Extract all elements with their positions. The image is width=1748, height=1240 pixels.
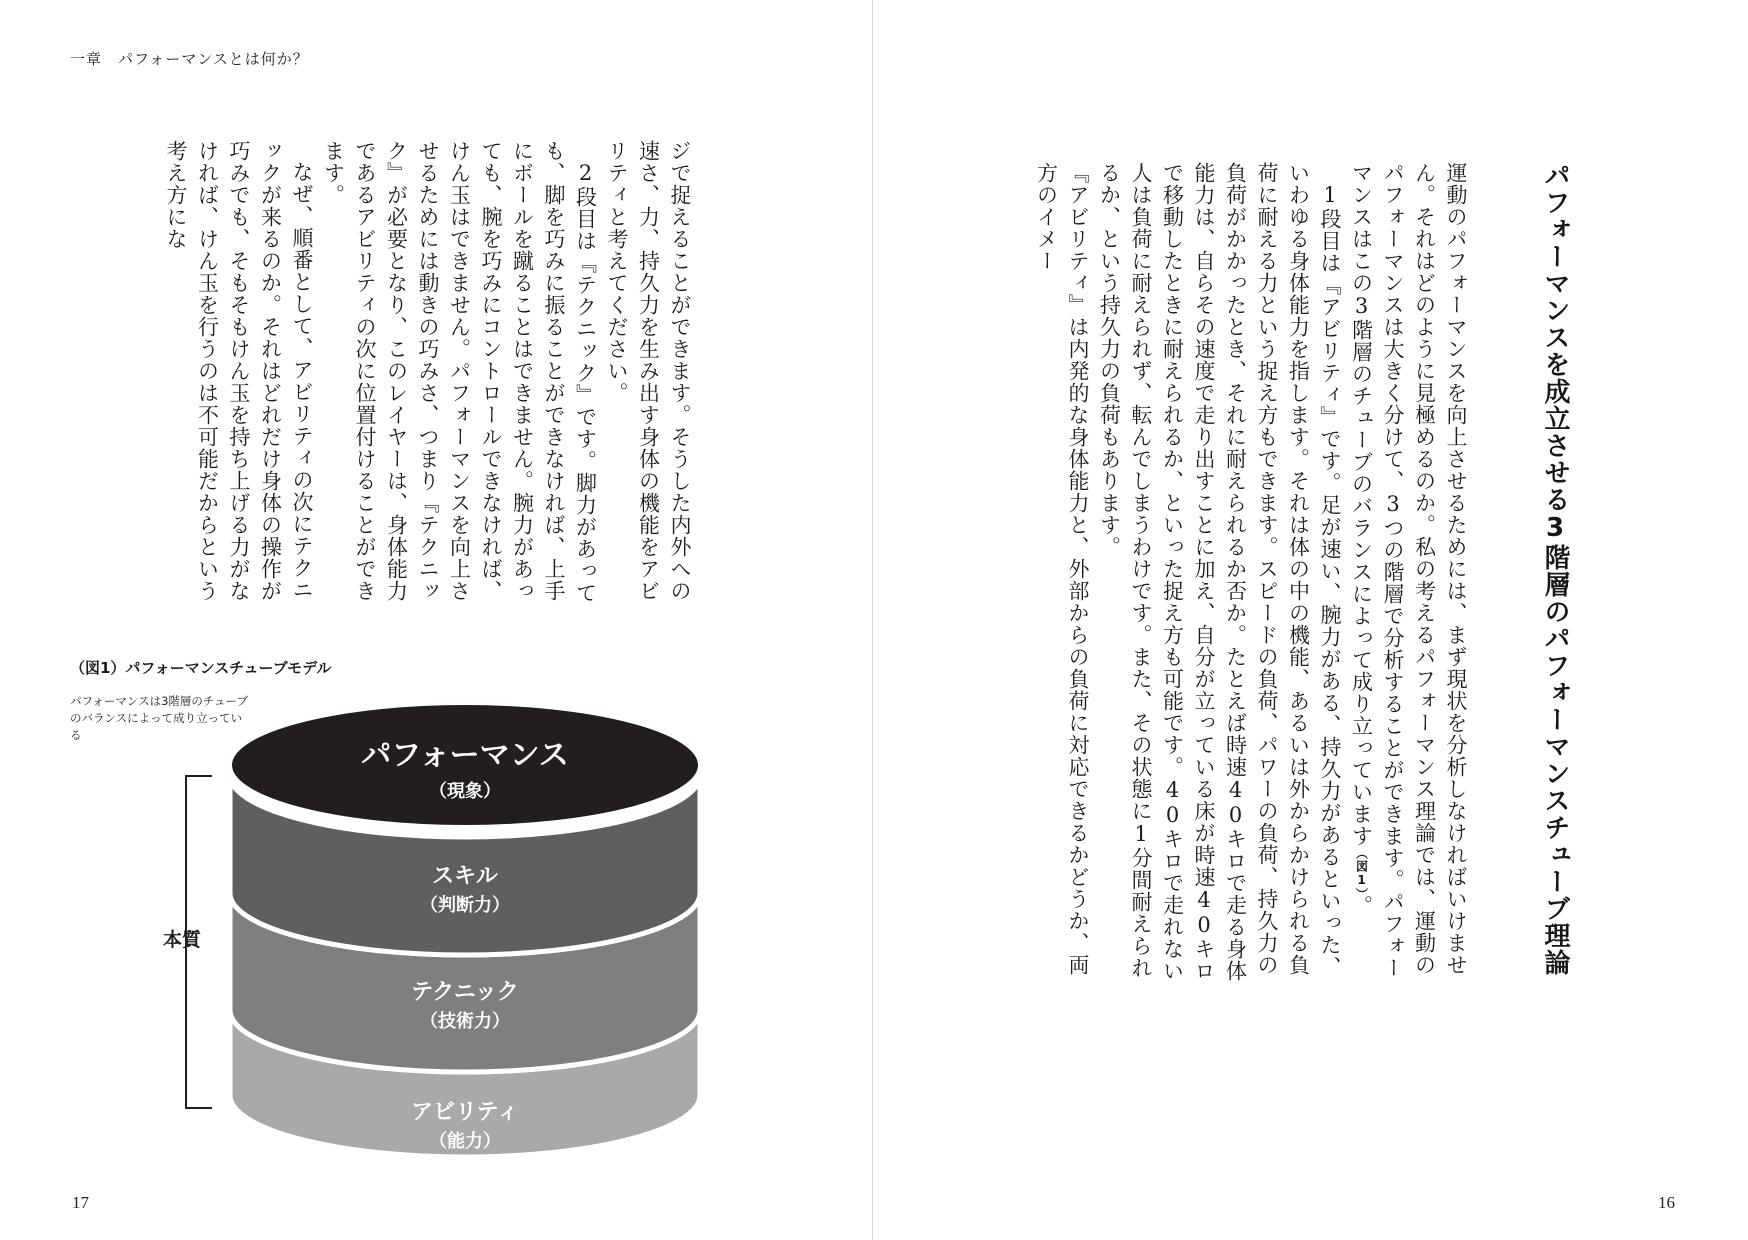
page-number-right: 16 xyxy=(1658,1193,1675,1212)
left-paragraph: 2段目は『テクニック』です。脚力があっても、脚を巧みに振ることができなければ、上手にボールを蹴ることはできません。腕力があっても、腕を巧みにコントロールできなければ、けん玉はできません。パフォーマンスを向上させるためには動きの巧みさ、つまり『テクニック』が必要となり、このレイヤーは、身体能力であるアビリティの次に位置付けることができます。 xyxy=(321,140,598,604)
right-paragraph: 1段目は『アビリティ』です。足が速い、腕力がある、持久力があるといった、いわゆる身体能力を指します。それは体の中の機能、あるいは外からかけられる負荷に耐える力という捉え方もできます。スピードの負荷、パワーの負荷、持久力の負荷がかかったとき、それに耐えられるか否か。たとえば時速40キロで走る身体能力は、自らその速度で走り出すことに加え、自分が立っている床が時速40キロで移動したときに耐えられるか、といった捉え方も可能です。40キロで走れない人は負荷に耐えられず、転んでしまうわけです。また、その状態に1分間耐えられるか、という持久力の負荷もあります。 xyxy=(1097,162,1342,982)
right-paragraph: 『アビリティ』は内発的な身体能力と、外部からの負荷に対応できるかどうか、両方のイメー xyxy=(1034,162,1090,976)
figure-reference: （図1） xyxy=(1354,847,1369,895)
layer-sub-ability: （能力） xyxy=(429,1131,501,1152)
layer-sub-technique: （技術力） xyxy=(420,1011,510,1032)
left-paragraph: ジで捉えることができます。そうした内外への速さ、力、持久力を生み出す身体の機能をアビリティと考えてください。 xyxy=(605,140,692,602)
performance-tube-diagram xyxy=(180,690,720,1170)
essence-bracket xyxy=(186,776,212,1108)
figure-caption: パフォーマンスは3階層のチューブのバランスによって成り立っている xyxy=(70,694,248,742)
right-paragraph: 運動のパフォーマンスを向上させるためには、まず現状を分析しなければいけません。それはどのように見極めるのか。私の考えるパフォーマンス理論では、運動のパフォーマンスは大きく分けて、3つの階層で分析することができます。パフォーマンスはこの3階層のチューブのバランスによって成り立っています（図1）。 xyxy=(1349,162,1468,979)
section-title: パフォーマンスを成立させる3階層のパフォーマンスチューブ理論 xyxy=(1540,162,1570,976)
layer-label-performance: パフォーマンス xyxy=(361,738,569,773)
right-page-body xyxy=(1011,162,1471,994)
left-page-body xyxy=(120,140,695,608)
page-number-left: 17 xyxy=(72,1193,89,1212)
essence-label: 本質 xyxy=(163,929,202,951)
paragraph-text: 運動のパフォーマンスを向上させるためには、まず現状を分析しなければいけません。それはどのように見極めるのか。私の考えるパフォーマンス理論では、運動のパフォーマンスは大きく分けて、3つの階層で分析することができます。パフォーマンスはこの3階層のチューブのバランスによって成り立っています xyxy=(1349,162,1468,979)
layer-label-technique: テクニック xyxy=(411,980,519,1005)
figure-title: （図1）パフォーマンスチューブモデル xyxy=(70,659,332,677)
layer-sub-performance: （現象） xyxy=(429,781,501,802)
chapter-header: 一章 パフォーマンスとは何か？ xyxy=(70,50,309,68)
layer-label-skill: スキル xyxy=(432,864,498,889)
layer-label-ability: アビリティ xyxy=(411,1100,519,1125)
left-paragraph: なぜ、順番として、アビリティの次にテクニックが来るのか。それはどれだけ身体の操作が巧みでも、そもそもけん玉を持ち上げる力がなければ、けん玉を行うのは不可能だからという考え方にな xyxy=(164,140,314,602)
page-gutter xyxy=(872,0,873,1240)
layer-sub-skill: （判断力） xyxy=(420,895,510,916)
